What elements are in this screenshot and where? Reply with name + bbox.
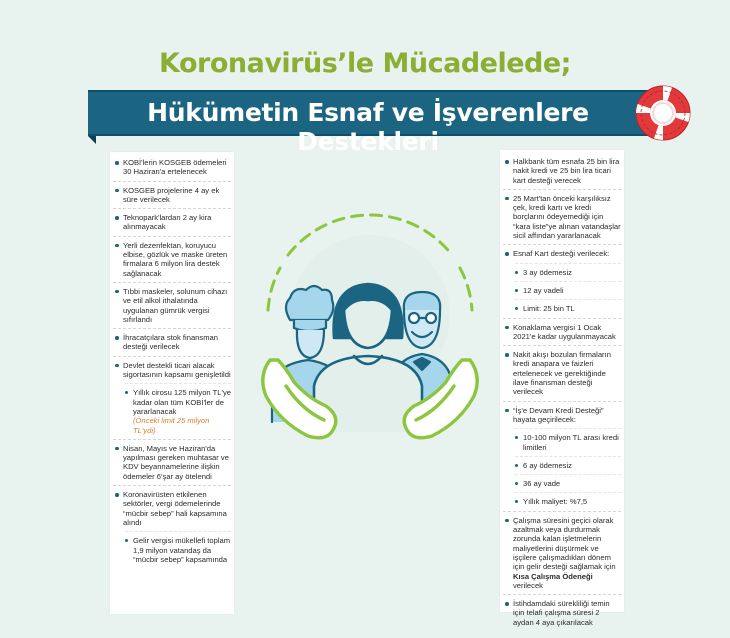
list-item: Tıbbi maskeler, solunum cihazı ve etil alkol ithalatında uygulanan gümrük vergisi sıfırlandı (113, 287, 231, 324)
list-item: İhracatçılara stok finansman desteği verilecek (113, 333, 231, 352)
divider (515, 456, 621, 457)
list-item: Teknopark'lardan 2 ay kira alınmayacak (113, 213, 231, 232)
divider (113, 181, 231, 182)
list-item: Konaklama vergisi 1 Ocak 2021'e kadar uygulanmayacak (503, 323, 621, 342)
divider (515, 299, 621, 300)
sub-item-text: Yıllık cirosu 125 milyon TL'ye kadar olan tüm KOBİ'ler de yararlanacak (133, 388, 231, 416)
divider (503, 345, 621, 346)
sub-item-note: (Önceki limit 25 milyon TL'ydi) (133, 416, 210, 435)
item-text-end: verilecek (513, 580, 543, 590)
dashed-circle-left (268, 268, 280, 310)
divider (515, 428, 621, 429)
divider (113, 236, 231, 237)
divider (113, 485, 231, 486)
list-item (503, 516, 621, 590)
sub-list-item: Gelir vergisi mükellefi toplam 1,9 milyon vatandaş da “mücbir sebep” kapsamında (113, 536, 231, 564)
item-highlight: Kısa Çalışma Ödeneği (513, 571, 593, 581)
title-line-1: Koronavirüs’le Mücadelede; (159, 48, 571, 79)
list-item: İstihdamdaki sürekliliği temin için telafi çalışma süresi 2 aydan 4 aya çıkarılacak (503, 599, 621, 627)
lifebuoy-icon (634, 84, 692, 142)
list-item: Nisan, Mayıs ve Haziran'da yapılması gereken muhtasar ve KDV beyannamelerine ilişkin ödemeler 6'şar ay ötelendi (113, 444, 231, 481)
sub-list-item (113, 388, 231, 434)
right-support-list (503, 157, 621, 627)
divider (113, 356, 231, 357)
divider (113, 208, 231, 209)
item-text: Çalışma süresini geçici olarak azaltmak veya durdurmak zorunda kalan işletmelerin maliyetlerini düşürmek ve işçilere çalışmadıkları dönem için gelir desteği sağlamak için (513, 515, 616, 572)
divider (503, 318, 621, 319)
left-support-list (113, 158, 231, 564)
divider (113, 439, 231, 440)
divider (515, 492, 621, 493)
divider (515, 474, 621, 475)
divider (503, 401, 621, 402)
sub-list-item: 12 ay vadeli (503, 286, 621, 295)
list-item: Esnaf Kart desteği verilecek: (503, 249, 621, 258)
divider (113, 282, 231, 283)
divider (503, 189, 621, 190)
title-line-2: Hükümetin Esnaf ve İşverenlere Destekleri (147, 98, 589, 156)
divider (125, 531, 231, 532)
list-item: KOBİ'lerin KOSGEB ödemeleri 30 Haziran'a ertelenecek (113, 158, 231, 177)
divider (125, 383, 231, 384)
sub-list-item: 36 ay vade (503, 479, 621, 488)
sub-list-item: Yıllık maliyet: %7,5 (503, 497, 621, 506)
list-item: Devlet destekli ticari alacak sigortasının kapsamı genişletildi (113, 361, 231, 380)
divider (113, 328, 231, 329)
list-item: KOSGEB projelerine 4 ay ek süre verilecek (113, 186, 231, 205)
list-item: Koronavirüsten etkilenen sektörler, vergi ödemelerinde “mücbir sebep” hali kapsamına alındı (113, 490, 231, 527)
sub-list-item: 10-100 milyon TL arası kredi limitleri (503, 433, 621, 452)
dashed-circle-right (460, 268, 472, 310)
sub-list-item: 3 ay ödemesiz (503, 268, 621, 277)
list-item: Halkbank tüm esnafa 25 bin lira nakit kredi ve 25 bin lira ticari kart desteği verecek (503, 157, 621, 185)
sub-list-item: Limit: 25 bin TL (503, 304, 621, 313)
divider (515, 281, 621, 282)
divider (503, 511, 621, 512)
sub-list-item: 6 ay ödemesiz (503, 461, 621, 470)
divider (515, 263, 621, 264)
divider (503, 244, 621, 245)
list-item: Yerli dezenfektan, koruyucu elbise, gözlük ve maske üreten firmalara 6 milyon lira destek sağlanacak (113, 241, 231, 278)
list-item: 25 Mart'tan önceki karşılıksız çek, kredi kartı ve kredi borçlarını ödeyemediği için “kara liste”ye alınan vatandaşlar sicil affından yararlanacak (503, 194, 621, 240)
divider (503, 594, 621, 595)
list-item: Nakit akışı bozulan firmaların kredi anapara ve faizleri ertelenecek ve gerektiğinde ilave finansman desteği verilecek (503, 350, 621, 396)
people-in-hands-illustration (250, 160, 490, 460)
list-item: “İş'e Devam Kredi Desteği” hayata geçirilecek: (503, 406, 621, 425)
